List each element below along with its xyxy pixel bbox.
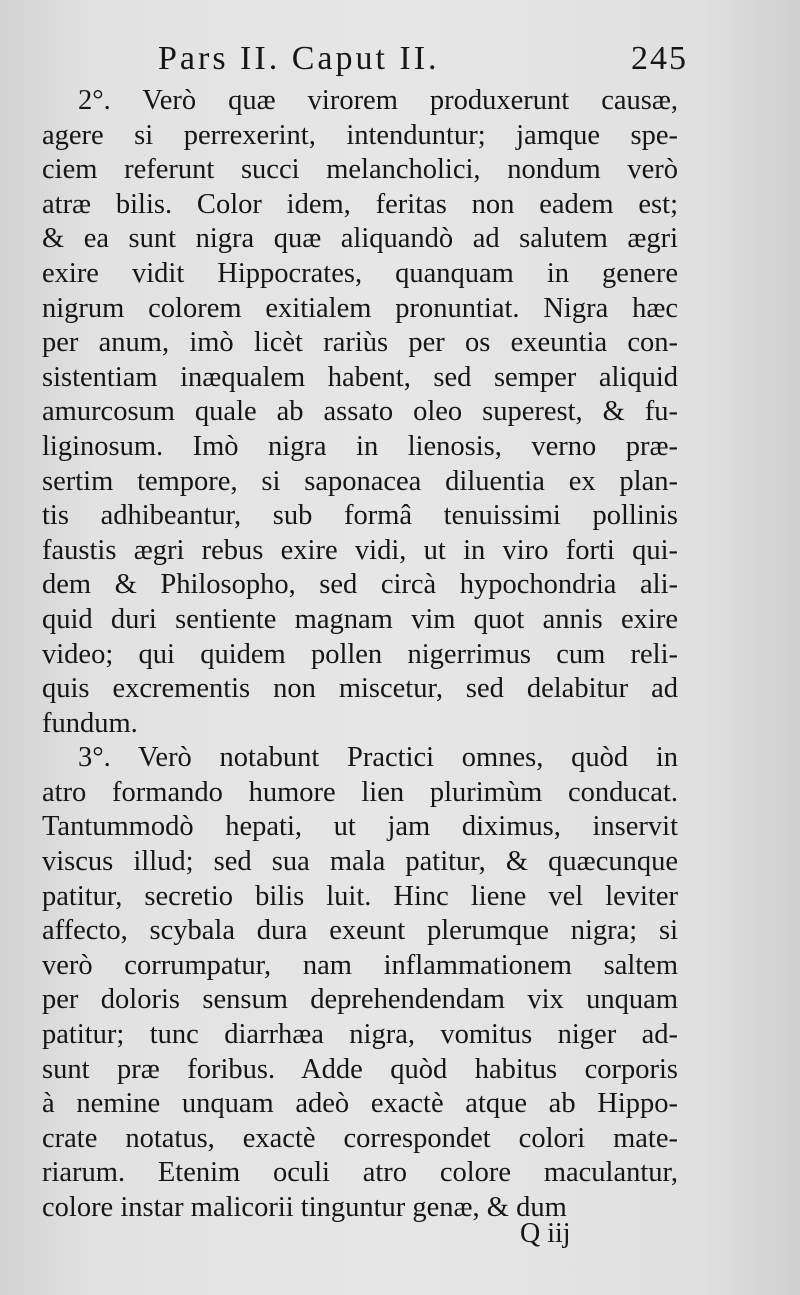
text-line: Tantummodò hepati, ut jam diximus, inservit: [42, 811, 678, 843]
text-line: faustis ægri rebus exire vidi, ut in viro forti qui-: [42, 534, 678, 566]
text-line: liginosum. Imò nigra in lienosis, verno præ-: [42, 430, 678, 462]
text-line: crate notatus, exactè correspondet colori mate-: [42, 1122, 678, 1154]
text-line: viscus illud; sed sua mala patitur, & quæcunque: [42, 846, 678, 878]
text-line: quid duri sentiente magnam vim quot annis exire: [42, 603, 678, 635]
text-line: nigrum colorem exitialem pronuntiat. Nigra hæc: [42, 292, 678, 324]
paragraph: [42, 84, 678, 741]
text-line: dem & Philosopho, sed circà hypochondria ali-: [42, 569, 678, 601]
text-line: per doloris sensum deprehendendam vix unquam: [42, 984, 678, 1016]
text-line: ciem referunt succi melancholici, nondum verò: [42, 154, 678, 186]
text-line: affecto, scybala dura exeunt plerumque nigra; si: [42, 915, 678, 947]
text-line: atro formando humore lien plurimùm conducat.: [42, 776, 678, 808]
text-line: quis excrementis non miscetur, sed delabitur ad: [42, 673, 678, 705]
text-line: video; qui quidem pollen nigerrimus cum reli-: [42, 638, 678, 670]
text-line: patitur, secretio bilis luit. Hinc liene vel leviter: [42, 880, 678, 912]
text-line: amurcosum quale ab assato oleo superest, & fu-: [42, 396, 678, 428]
text-line: sistentiam inæqualem habent, sed semper aliquid: [42, 361, 678, 393]
text-line: sertim tempore, si saponacea diluentia ex plan-: [42, 465, 678, 497]
text-line: agere si perrexerint, intenduntur; jamque spe-: [42, 119, 678, 151]
signature-mark: Q iij: [520, 1218, 571, 1249]
text-line: fundum.: [42, 707, 138, 739]
text-line: 2°. Verò quæ virorem produxerunt causæ,: [78, 85, 678, 116]
text-line: colore instar malicorii tinguntur genæ, & dum: [42, 1192, 567, 1223]
text-body: [42, 84, 678, 1226]
text-line: à nemine unquam adeò exactè atque ab Hippo-: [42, 1088, 678, 1120]
text-line: 3°. Verò notabunt Practici omnes, quòd in: [78, 742, 678, 774]
text-line: verò corrumpatur, nam inflammationem saltem: [42, 949, 678, 981]
text-line: per anum, imò licèt rariùs per os exeuntia con-: [42, 327, 678, 359]
text-line: riarum. Etenim oculi atro colore maculantur,: [42, 1157, 678, 1189]
running-title: Pars II. Caput II.: [158, 40, 440, 77]
running-header: [158, 40, 688, 90]
page-number: 245: [631, 40, 688, 77]
text-line: tis adhibeantur, sub formâ tenuissimi pollinis: [42, 500, 678, 532]
text-line: sunt præ foribus. Adde quòd habitus corporis: [42, 1053, 678, 1085]
paragraph: [42, 741, 678, 1225]
text-line: exire vidit Hippocrates, quanquam in genere: [42, 257, 678, 289]
text-line: patitur; tunc diarrhæa nigra, vomitus niger ad-: [42, 1019, 678, 1051]
text-line: atræ bilis. Color idem, feritas non eadem est;: [42, 188, 678, 220]
text-line: & ea sunt nigra quæ aliquandò ad salutem ægri: [42, 223, 678, 255]
